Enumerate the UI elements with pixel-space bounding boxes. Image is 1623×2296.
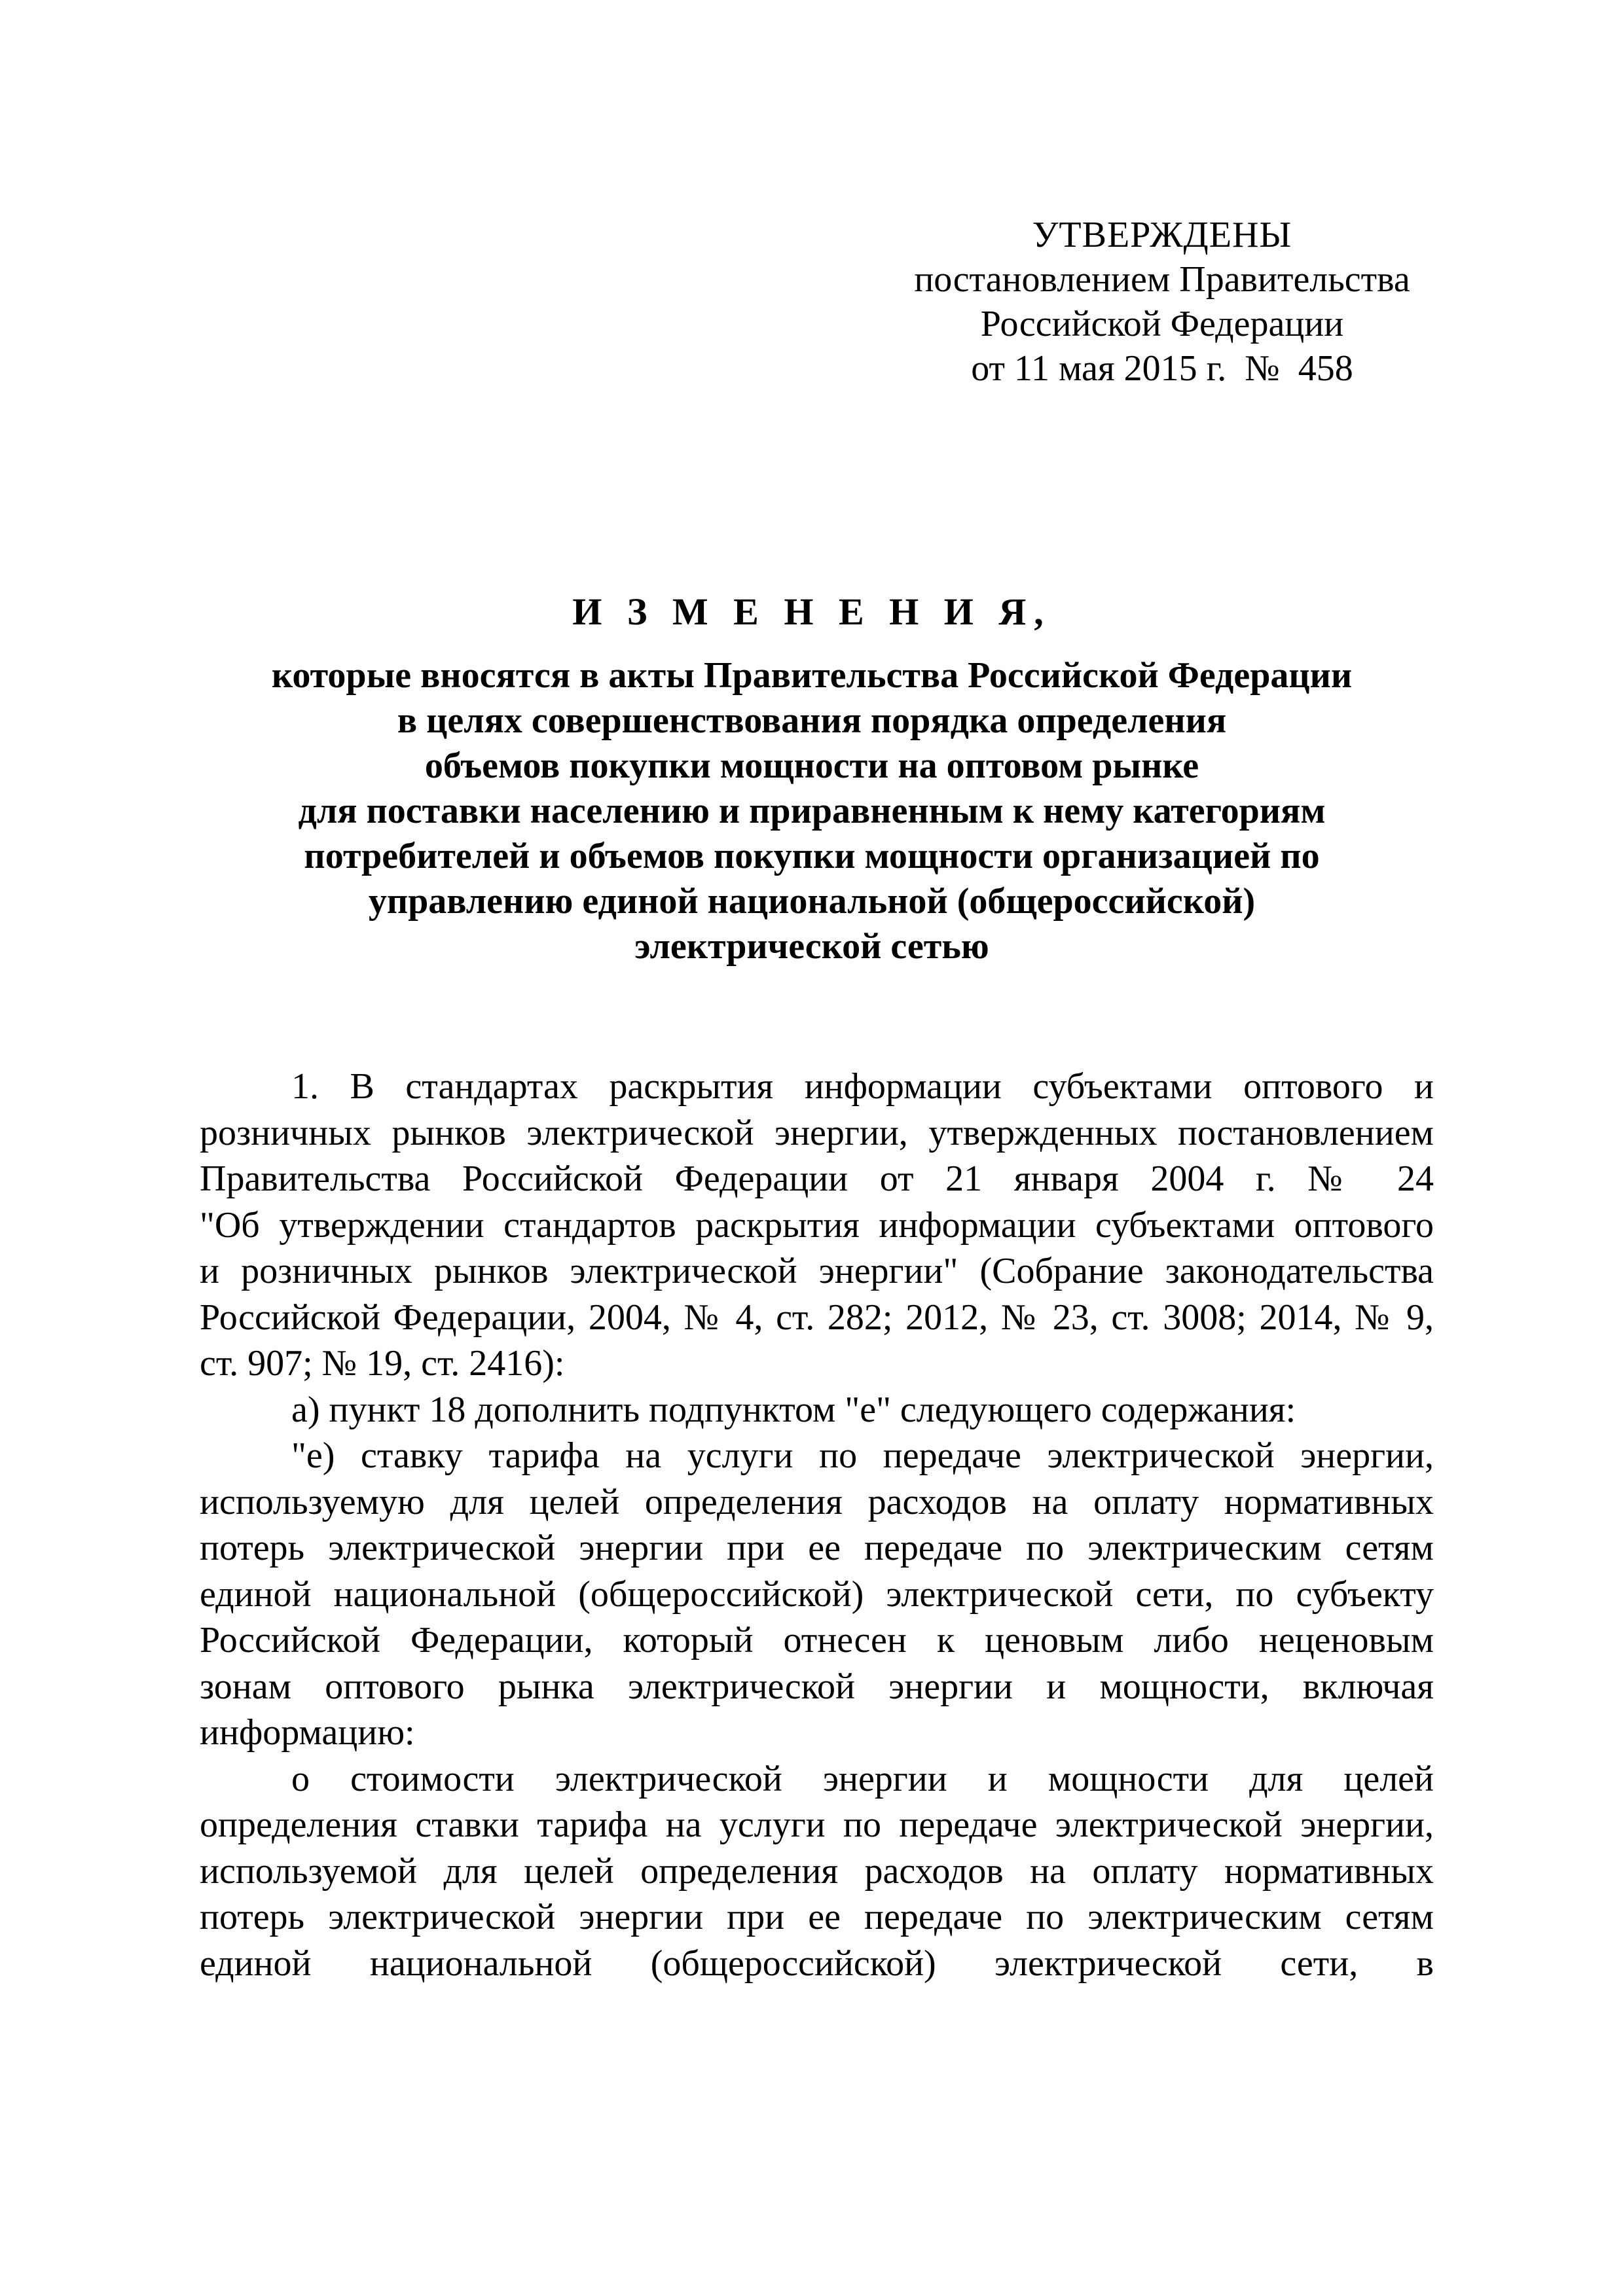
body-line: Правительства Российской Федерации от 21 января 2004 г. № 24 — [200, 1158, 1434, 1199]
paragraph-standards — [200, 1064, 1434, 1387]
document-title: И З М Е Н Е Н И Я, — [572, 590, 1051, 633]
paragraph-item-a — [200, 1387, 1434, 1433]
paragraph-cost-info — [200, 1756, 1434, 1987]
subtitle-line: управлению единой национальной (общероссийской) — [368, 881, 1256, 922]
body-line: используемую для целей определения расходов на оплату нормативных — [200, 1481, 1434, 1522]
body-line: а) пункт 18 дополнить подпунктом "е" следующего содержания: — [291, 1389, 1296, 1430]
subtitle-line: электрической сетью — [634, 926, 989, 967]
body-line: розничных рынков электрической энергии, утвержденных постановлением — [200, 1112, 1434, 1153]
approval-line-federation: Российской Федерации — [980, 304, 1344, 344]
body-line: ст. 907; № 19, ст. 2416): — [200, 1343, 565, 1384]
approval-line-resolution: постановлением Правительства — [914, 259, 1410, 300]
body-line: потерь электрической энергии при ее передаче по электрическим сетям — [200, 1528, 1434, 1568]
body-line: информацию: — [200, 1712, 415, 1753]
subtitle-line: которые вносятся в акты Правительства Российской Федерации — [271, 655, 1353, 696]
body-line: единой национальной (общероссийской) электрической сети, в — [200, 1943, 1434, 1984]
body-line: определения ставки тарифа на услуги по передаче электрической энергии, — [200, 1804, 1434, 1845]
paragraph-subitem-e — [200, 1433, 1434, 1756]
body-line: единой национальной (общероссийской) электрической сети, по субъекту — [200, 1573, 1434, 1615]
document-subtitle — [183, 653, 1440, 969]
body-line: используемой для целей определения расходов на оплату нормативных — [200, 1850, 1434, 1892]
body-line: Российской Федерации, который отнесен к ценовым либо неценовым — [200, 1620, 1434, 1660]
body-line: потерь электрической энергии при ее передаче по электрическим сетям — [200, 1897, 1434, 1937]
document-title-block — [183, 586, 1440, 969]
body-line: и розничных рынков электрической энергии" (Собрание законодательства — [200, 1251, 1434, 1291]
document-body — [200, 1064, 1434, 1986]
subtitle-line: для поставки населению и приравненным к нему категориям — [298, 791, 1326, 831]
body-line: зонам оптового рынка электрической энергии и мощности, включая — [200, 1666, 1434, 1707]
body-line: Российской Федерации, 2004, № 4, ст. 282; 2012, № 23, ст. 3008; 2014, № 9, — [200, 1297, 1434, 1338]
body-line: "е) ставку тарифа на услуги по передаче электрической энергии, — [291, 1435, 1434, 1476]
subtitle-line: в целях совершенствования порядка определения — [397, 700, 1227, 741]
body-line: о стоимости электрической энергии и мощности для целей — [291, 1758, 1434, 1799]
subtitle-line: потребителей и объемов покупки мощности организацией по — [304, 836, 1320, 876]
body-line: 1. В стандартах раскрытия информации субъектами оптового и — [291, 1066, 1434, 1107]
approval-heading: УТВЕРЖДЕНЫ — [1032, 215, 1292, 255]
subtitle-line: объемов покупки мощности на оптовом рынке — [424, 745, 1199, 786]
approval-stamp — [881, 213, 1444, 391]
approval-line-date-number: от 11 мая 2015 г. № 458 — [971, 348, 1353, 389]
body-line: "Об утверждении стандартов раскрытия информации субъектами оптового — [200, 1204, 1434, 1246]
